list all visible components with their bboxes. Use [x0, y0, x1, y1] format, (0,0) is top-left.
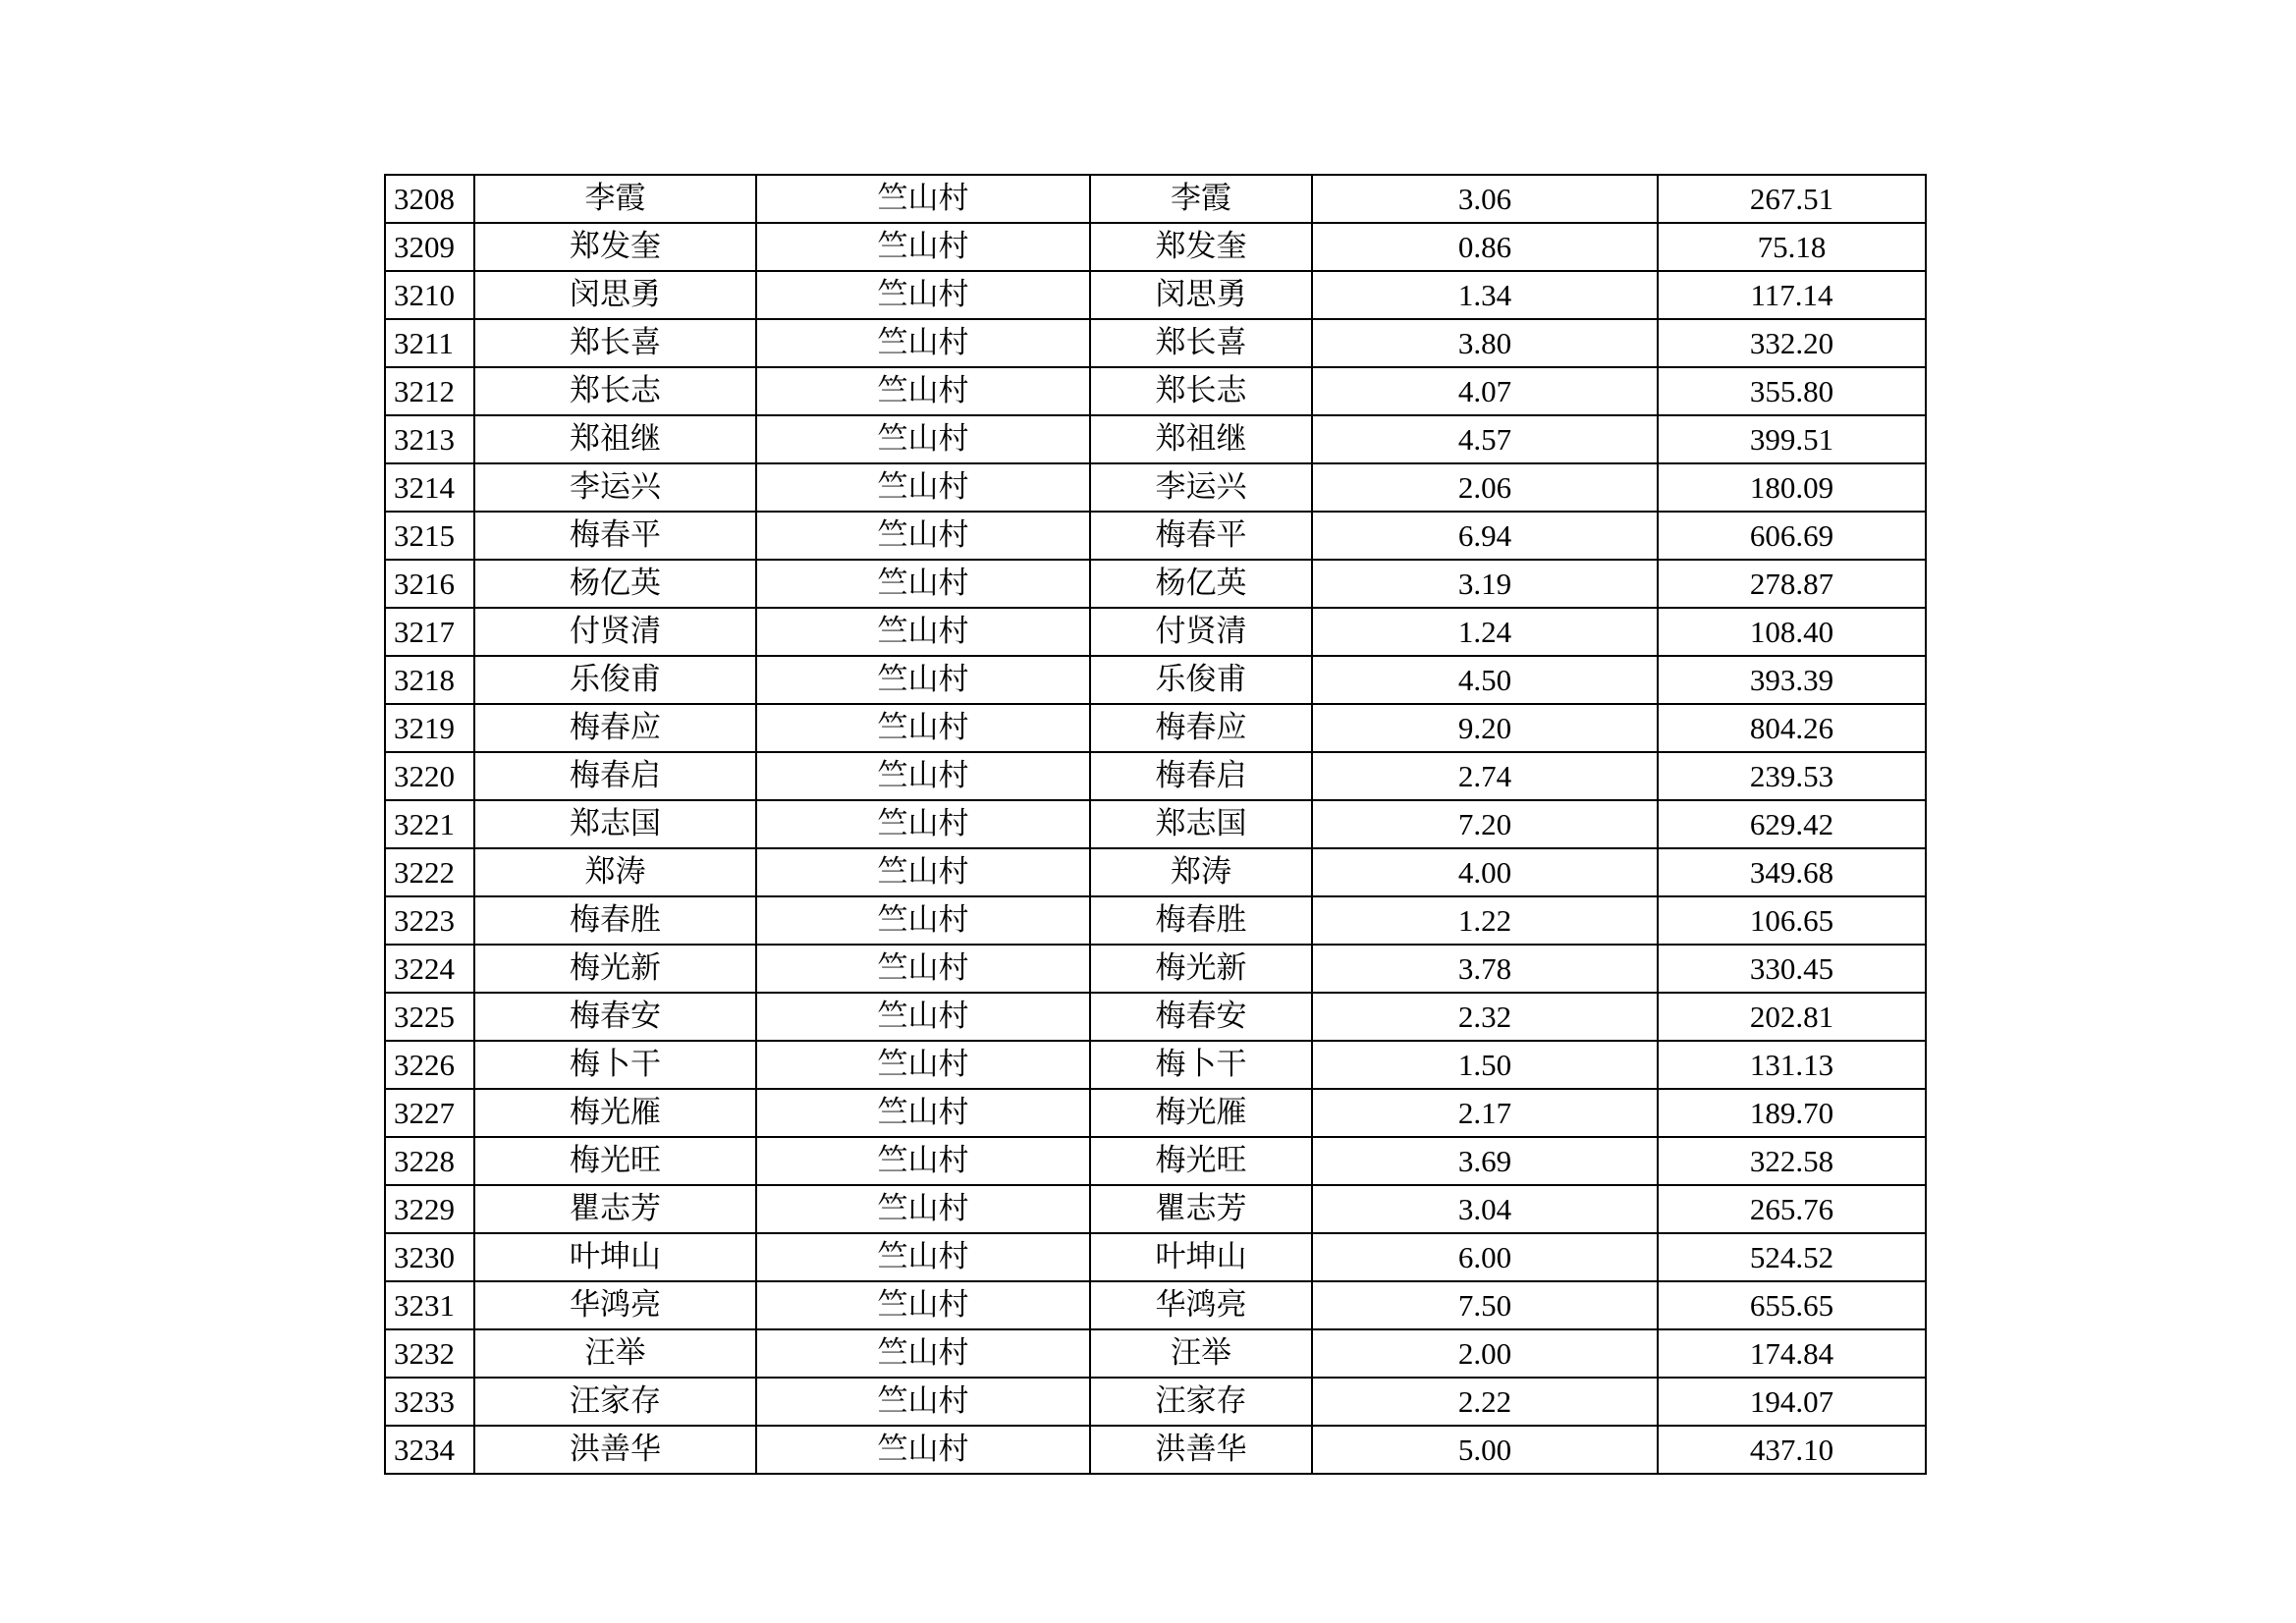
- row-number-cell: 3213: [385, 415, 474, 463]
- amount-cell: 265.76: [1658, 1185, 1926, 1233]
- table-row: [385, 1137, 1926, 1185]
- amount-cell: 355.80: [1658, 367, 1926, 415]
- name-cell: 洪善华: [474, 1426, 756, 1474]
- amount-cell: 393.39: [1658, 656, 1926, 704]
- holder-cell: 梅春胜: [1090, 896, 1312, 945]
- amount-cell: 202.81: [1658, 993, 1926, 1041]
- name-cell: 郑祖继: [474, 415, 756, 463]
- area-cell: 3.19: [1312, 560, 1658, 608]
- holder-cell: 乐俊甫: [1090, 656, 1312, 704]
- village-cell: 竺山村: [756, 271, 1090, 319]
- village-cell: 竺山村: [756, 1281, 1090, 1329]
- table-row: [385, 704, 1926, 752]
- row-number-cell: 3223: [385, 896, 474, 945]
- holder-cell: 郑祖继: [1090, 415, 1312, 463]
- village-cell: 竺山村: [756, 704, 1090, 752]
- row-number-cell: 3208: [385, 175, 474, 223]
- village-cell: 竺山村: [756, 415, 1090, 463]
- area-cell: 4.50: [1312, 656, 1658, 704]
- holder-cell: 瞿志芳: [1090, 1185, 1312, 1233]
- amount-cell: 267.51: [1658, 175, 1926, 223]
- holder-cell: 叶坤山: [1090, 1233, 1312, 1281]
- area-cell: 7.20: [1312, 800, 1658, 848]
- village-cell: 竺山村: [756, 945, 1090, 993]
- row-number-cell: 3227: [385, 1089, 474, 1137]
- amount-cell: 180.09: [1658, 463, 1926, 512]
- table-row: [385, 656, 1926, 704]
- holder-cell: 梅春平: [1090, 512, 1312, 560]
- area-cell: 4.00: [1312, 848, 1658, 896]
- row-number-cell: 3230: [385, 1233, 474, 1281]
- table-row: [385, 945, 1926, 993]
- area-cell: 0.86: [1312, 223, 1658, 271]
- row-number-cell: 3215: [385, 512, 474, 560]
- name-cell: 郑长志: [474, 367, 756, 415]
- table-row: [385, 175, 1926, 223]
- name-cell: 梅春启: [474, 752, 756, 800]
- holder-cell: 梅春启: [1090, 752, 1312, 800]
- row-number-cell: 3225: [385, 993, 474, 1041]
- name-cell: 梅春安: [474, 993, 756, 1041]
- row-number-cell: 3222: [385, 848, 474, 896]
- village-cell: 竺山村: [756, 608, 1090, 656]
- holder-cell: 洪善华: [1090, 1426, 1312, 1474]
- holder-cell: 郑涛: [1090, 848, 1312, 896]
- village-cell: 竺山村: [756, 1329, 1090, 1378]
- row-number-cell: 3209: [385, 223, 474, 271]
- holder-cell: 付贤清: [1090, 608, 1312, 656]
- row-number-cell: 3210: [385, 271, 474, 319]
- amount-cell: 804.26: [1658, 704, 1926, 752]
- village-cell: 竺山村: [756, 463, 1090, 512]
- area-cell: 3.06: [1312, 175, 1658, 223]
- row-number-cell: 3231: [385, 1281, 474, 1329]
- holder-cell: 郑长喜: [1090, 319, 1312, 367]
- row-number-cell: 3224: [385, 945, 474, 993]
- table-row: [385, 463, 1926, 512]
- village-cell: 竺山村: [756, 560, 1090, 608]
- amount-cell: 174.84: [1658, 1329, 1926, 1378]
- name-cell: 梅光新: [474, 945, 756, 993]
- village-cell: 竺山村: [756, 175, 1090, 223]
- table-row: [385, 1041, 1926, 1089]
- village-cell: 竺山村: [756, 1233, 1090, 1281]
- village-cell: 竺山村: [756, 1378, 1090, 1426]
- table-row: [385, 848, 1926, 896]
- row-number-cell: 3212: [385, 367, 474, 415]
- name-cell: 李霞: [474, 175, 756, 223]
- area-cell: 2.00: [1312, 1329, 1658, 1378]
- amount-cell: 322.58: [1658, 1137, 1926, 1185]
- table-row: [385, 800, 1926, 848]
- row-number-cell: 3217: [385, 608, 474, 656]
- area-cell: 5.00: [1312, 1426, 1658, 1474]
- amount-cell: 399.51: [1658, 415, 1926, 463]
- area-cell: 3.04: [1312, 1185, 1658, 1233]
- table-row: [385, 415, 1926, 463]
- table-row: [385, 512, 1926, 560]
- amount-cell: 606.69: [1658, 512, 1926, 560]
- area-cell: 3.78: [1312, 945, 1658, 993]
- holder-cell: 汪家存: [1090, 1378, 1312, 1426]
- village-cell: 竺山村: [756, 1426, 1090, 1474]
- table-row: [385, 367, 1926, 415]
- name-cell: 华鸿亮: [474, 1281, 756, 1329]
- name-cell: 汪家存: [474, 1378, 756, 1426]
- name-cell: 李运兴: [474, 463, 756, 512]
- holder-cell: 李运兴: [1090, 463, 1312, 512]
- holder-cell: 郑志国: [1090, 800, 1312, 848]
- row-number-cell: 3214: [385, 463, 474, 512]
- name-cell: 付贤清: [474, 608, 756, 656]
- name-cell: 乐俊甫: [474, 656, 756, 704]
- area-cell: 3.69: [1312, 1137, 1658, 1185]
- village-cell: 竺山村: [756, 1137, 1090, 1185]
- name-cell: 叶坤山: [474, 1233, 756, 1281]
- village-cell: 竺山村: [756, 896, 1090, 945]
- area-cell: 1.24: [1312, 608, 1658, 656]
- village-cell: 竺山村: [756, 1041, 1090, 1089]
- area-cell: 3.80: [1312, 319, 1658, 367]
- village-cell: 竺山村: [756, 223, 1090, 271]
- table-row: [385, 271, 1926, 319]
- village-cell: 竺山村: [756, 993, 1090, 1041]
- table-row: [385, 223, 1926, 271]
- area-cell: 6.00: [1312, 1233, 1658, 1281]
- name-cell: 汪举: [474, 1329, 756, 1378]
- row-number-cell: 3234: [385, 1426, 474, 1474]
- holder-cell: 梅春应: [1090, 704, 1312, 752]
- amount-cell: 108.40: [1658, 608, 1926, 656]
- row-number-cell: 3216: [385, 560, 474, 608]
- name-cell: 郑涛: [474, 848, 756, 896]
- amount-cell: 330.45: [1658, 945, 1926, 993]
- amount-cell: 629.42: [1658, 800, 1926, 848]
- name-cell: 闵思勇: [474, 271, 756, 319]
- village-cell: 竺山村: [756, 319, 1090, 367]
- amount-cell: 278.87: [1658, 560, 1926, 608]
- name-cell: 梅春平: [474, 512, 756, 560]
- amount-cell: 655.65: [1658, 1281, 1926, 1329]
- row-number-cell: 3229: [385, 1185, 474, 1233]
- amount-cell: 106.65: [1658, 896, 1926, 945]
- area-cell: 4.07: [1312, 367, 1658, 415]
- village-cell: 竺山村: [756, 800, 1090, 848]
- village-cell: 竺山村: [756, 656, 1090, 704]
- table-row: [385, 1426, 1926, 1474]
- table-row: [385, 1089, 1926, 1137]
- table-row: [385, 752, 1926, 800]
- table-row: [385, 1185, 1926, 1233]
- village-cell: 竺山村: [756, 1089, 1090, 1137]
- table-body: [385, 175, 1926, 1474]
- holder-cell: 梅光雁: [1090, 1089, 1312, 1137]
- row-number-cell: 3228: [385, 1137, 474, 1185]
- table-row: [385, 1329, 1926, 1378]
- area-cell: 6.94: [1312, 512, 1658, 560]
- name-cell: 杨亿英: [474, 560, 756, 608]
- amount-cell: 75.18: [1658, 223, 1926, 271]
- village-cell: 竺山村: [756, 367, 1090, 415]
- village-cell: 竺山村: [756, 848, 1090, 896]
- amount-cell: 131.13: [1658, 1041, 1926, 1089]
- holder-cell: 郑长志: [1090, 367, 1312, 415]
- row-number-cell: 3226: [385, 1041, 474, 1089]
- name-cell: 梅光雁: [474, 1089, 756, 1137]
- area-cell: 1.50: [1312, 1041, 1658, 1089]
- holder-cell: 梅卜干: [1090, 1041, 1312, 1089]
- amount-cell: 524.52: [1658, 1233, 1926, 1281]
- name-cell: 郑发奎: [474, 223, 756, 271]
- amount-cell: 194.07: [1658, 1378, 1926, 1426]
- area-cell: 2.17: [1312, 1089, 1658, 1137]
- row-number-cell: 3218: [385, 656, 474, 704]
- area-cell: 2.32: [1312, 993, 1658, 1041]
- village-cell: 竺山村: [756, 512, 1090, 560]
- area-cell: 4.57: [1312, 415, 1658, 463]
- area-cell: 2.22: [1312, 1378, 1658, 1426]
- table-row: [385, 608, 1926, 656]
- table-row: [385, 993, 1926, 1041]
- name-cell: 梅卜干: [474, 1041, 756, 1089]
- holder-cell: 闵思勇: [1090, 271, 1312, 319]
- area-cell: 9.20: [1312, 704, 1658, 752]
- name-cell: 郑志国: [474, 800, 756, 848]
- area-cell: 2.06: [1312, 463, 1658, 512]
- amount-cell: 189.70: [1658, 1089, 1926, 1137]
- amount-cell: 239.53: [1658, 752, 1926, 800]
- table-row: [385, 1281, 1926, 1329]
- area-cell: 1.22: [1312, 896, 1658, 945]
- table-row: [385, 319, 1926, 367]
- area-cell: 7.50: [1312, 1281, 1658, 1329]
- holder-cell: 梅光新: [1090, 945, 1312, 993]
- holder-cell: 李霞: [1090, 175, 1312, 223]
- village-cell: 竺山村: [756, 1185, 1090, 1233]
- table-row: [385, 896, 1926, 945]
- holder-cell: 梅春安: [1090, 993, 1312, 1041]
- table-row: [385, 1378, 1926, 1426]
- subsidy-table: [384, 174, 1927, 1475]
- village-cell: 竺山村: [756, 752, 1090, 800]
- row-number-cell: 3211: [385, 319, 474, 367]
- name-cell: 梅光旺: [474, 1137, 756, 1185]
- row-number-cell: 3220: [385, 752, 474, 800]
- amount-cell: 437.10: [1658, 1426, 1926, 1474]
- table-row: [385, 560, 1926, 608]
- row-number-cell: 3221: [385, 800, 474, 848]
- holder-cell: 汪举: [1090, 1329, 1312, 1378]
- holder-cell: 梅光旺: [1090, 1137, 1312, 1185]
- name-cell: 瞿志芳: [474, 1185, 756, 1233]
- amount-cell: 349.68: [1658, 848, 1926, 896]
- amount-cell: 332.20: [1658, 319, 1926, 367]
- amount-cell: 117.14: [1658, 271, 1926, 319]
- holder-cell: 郑发奎: [1090, 223, 1312, 271]
- row-number-cell: 3233: [385, 1378, 474, 1426]
- holder-cell: 杨亿英: [1090, 560, 1312, 608]
- holder-cell: 华鸿亮: [1090, 1281, 1312, 1329]
- table-row: [385, 1233, 1926, 1281]
- name-cell: 梅春胜: [474, 896, 756, 945]
- name-cell: 郑长喜: [474, 319, 756, 367]
- row-number-cell: 3219: [385, 704, 474, 752]
- row-number-cell: 3232: [385, 1329, 474, 1378]
- name-cell: 梅春应: [474, 704, 756, 752]
- area-cell: 1.34: [1312, 271, 1658, 319]
- area-cell: 2.74: [1312, 752, 1658, 800]
